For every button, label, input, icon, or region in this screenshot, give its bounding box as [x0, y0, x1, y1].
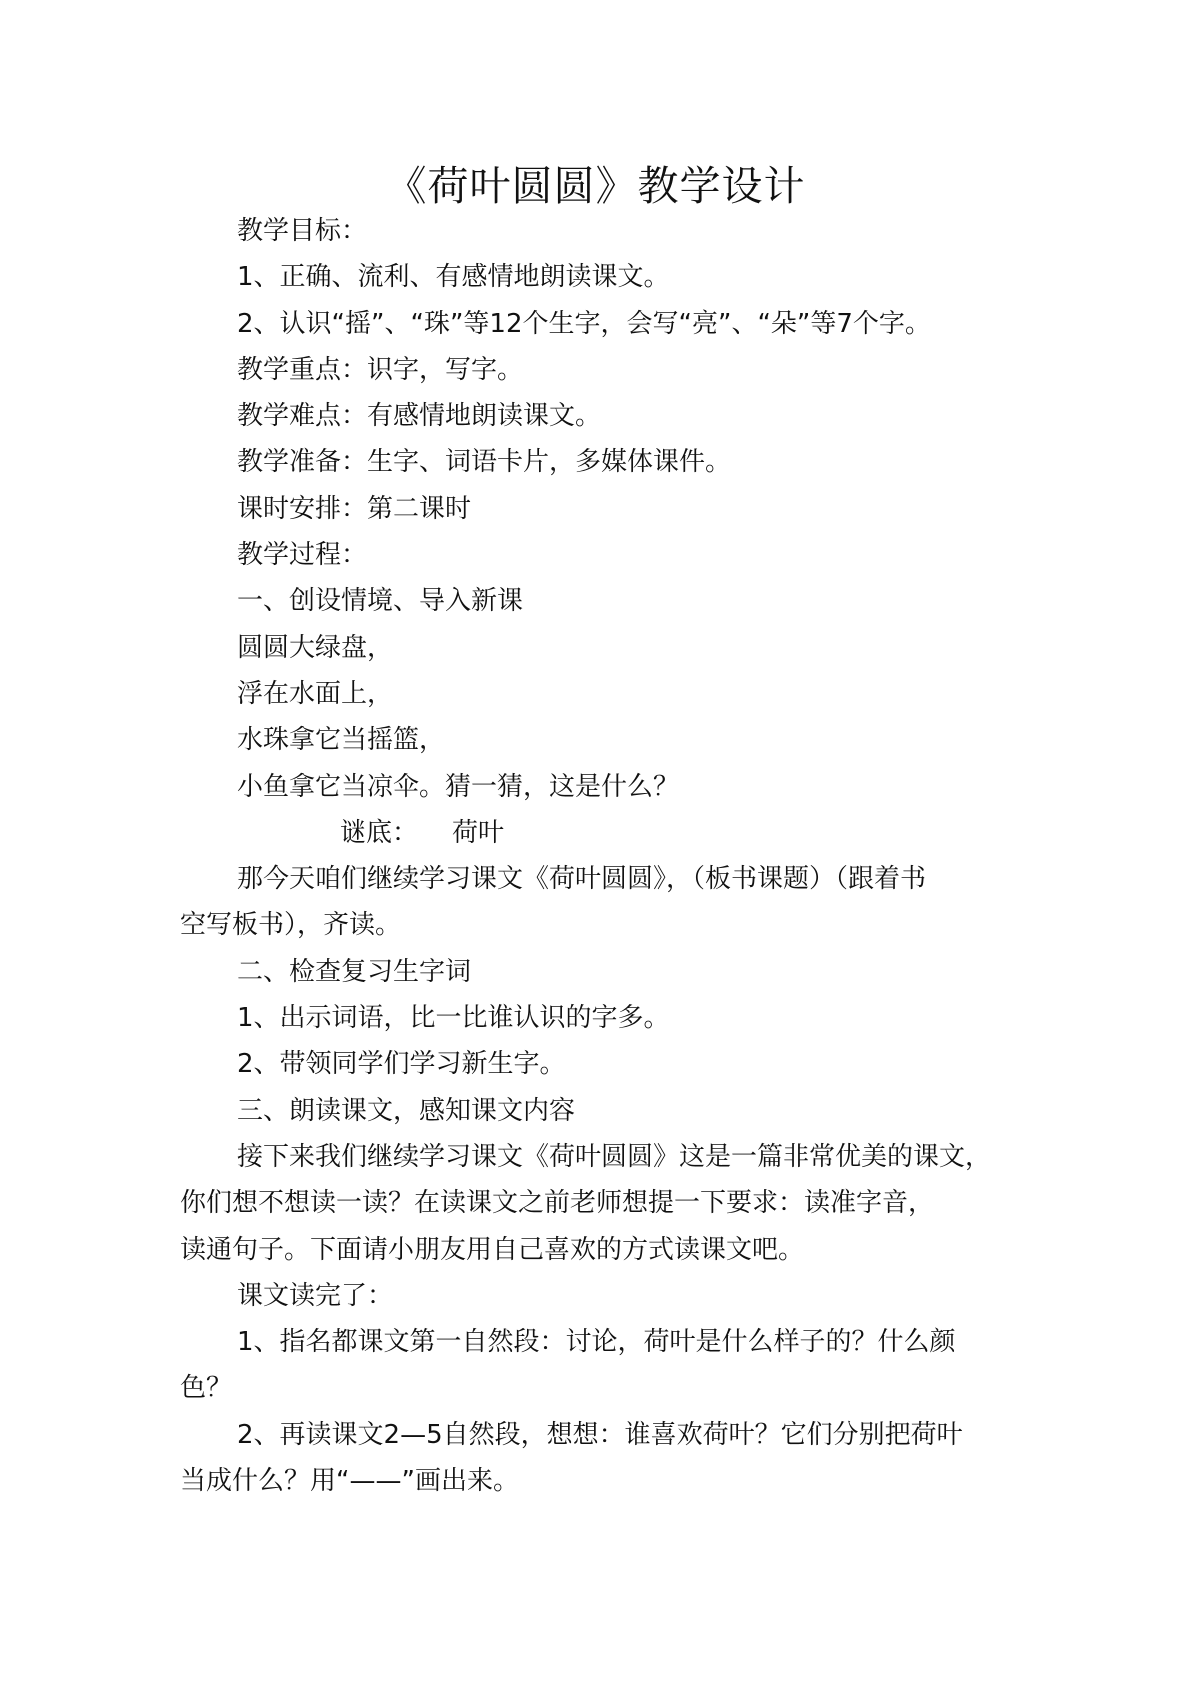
section-heading-process: 教学过程： [237, 540, 368, 571]
list-item: 2、带领同学们学习新生字。 [237, 1049, 566, 1080]
section-heading-objectives: 教学目标： [237, 216, 368, 246]
paragraph-line: 接下来我们继续学习课文《荷叶圆圆》这是一篇非常优美的课文， [237, 1141, 992, 1172]
objective-item: 2、认识“摇”、“珠”等12个生字，会写“亮”、“朵”等7个字。 [237, 308, 931, 339]
list-item-continuation: 色？ [180, 1373, 233, 1404]
document-title: 《荷叶圆圆》教学设计 [385, 162, 806, 210]
step-heading: 二、检查复习生字词 [237, 956, 472, 987]
preparation-line: 教学准备：生字、词语卡片，多媒体课件。 [237, 447, 732, 478]
schedule-line: 课时安排：第二课时 [237, 493, 472, 524]
list-item: 1、出示词语，比一比谁认识的字多。 [237, 1003, 670, 1034]
document-body [180, 208, 1060, 1504]
paragraph-line: 你们想不想读一读？在读课文之前老师想提一下要求：读准字音， [180, 1188, 935, 1219]
riddle-line: 浮在水面上， [237, 678, 394, 709]
step-heading: 三、朗读课文，感知课文内容 [237, 1095, 576, 1126]
paragraph-line: 读通句子。下面请小朋友用自己喜欢的方式读课文吧。 [180, 1234, 805, 1265]
paragraph-line: 空写板书），齐读。 [180, 910, 402, 941]
riddle-answer-text: 荷叶 [452, 817, 505, 848]
objective-item: 1、正确、流利、有感情地朗读课文。 [237, 262, 670, 293]
riddle-answer-label: 谜底： [340, 817, 419, 848]
riddle-line: 圆圆大绿盘， [237, 632, 394, 663]
difficulties-line: 教学难点：有感情地朗读课文。 [237, 401, 602, 432]
list-item: 2、再读课文2—5自然段，想想：谁喜欢荷叶？它们分别把荷叶 [237, 1419, 963, 1450]
riddle-line: 水珠拿它当摇篮， [237, 725, 446, 756]
paragraph-line: 课文读完了： [237, 1280, 394, 1311]
paragraph-line: 那今天咱们继续学习课文《荷叶圆圆》，（板书课题）（跟着书 [237, 864, 927, 895]
list-item: 1、指名都课文第一自然段：讨论，荷叶是什么样子的？什么颜 [237, 1327, 956, 1358]
key-points-line: 教学重点：识字，写字。 [237, 354, 524, 385]
list-item-continuation: 当成什么？用“——”画出来。 [180, 1466, 519, 1497]
riddle-answer-line [180, 810, 1060, 856]
step-heading: 一、创设情境、导入新课 [237, 586, 524, 617]
riddle-line: 小鱼拿它当凉伞。猜一猜，这是什么？ [237, 771, 680, 802]
